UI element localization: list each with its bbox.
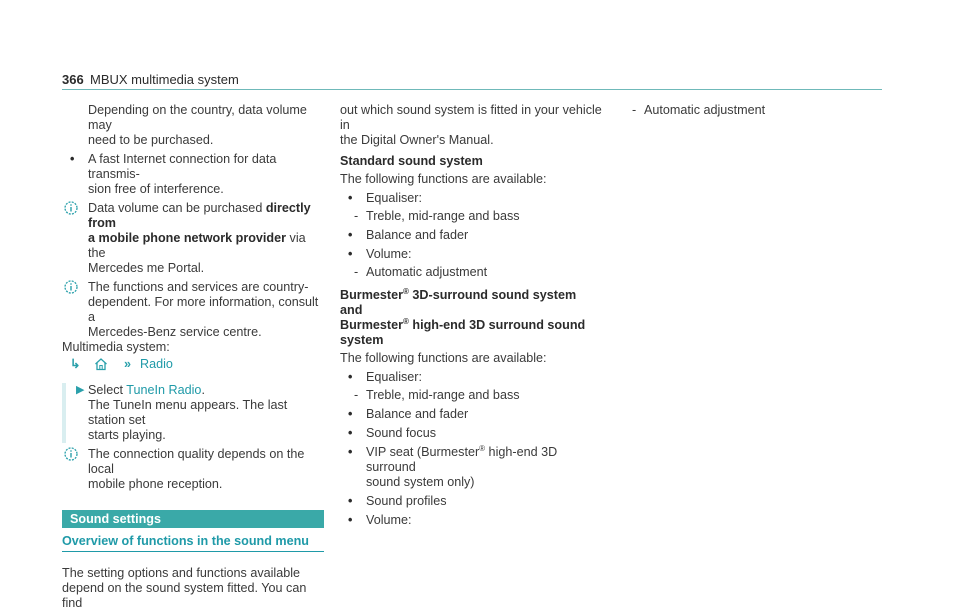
info-icon xyxy=(64,447,78,461)
bullet-mark: • xyxy=(70,152,75,166)
list-item: • Volume: xyxy=(348,247,412,261)
list-item: • Sound focus xyxy=(348,426,437,440)
page-title: MBUX multimedia system xyxy=(90,72,239,87)
section-band: Sound settings xyxy=(62,510,324,528)
step-arrow-icon: ▶ xyxy=(76,384,85,396)
burmester-heading: Burmester® 3D-surround sound system and Burmester® high-end 3D surround sound system xyxy=(340,286,586,347)
path-arrow-icon: ↳ xyxy=(70,357,81,371)
list-item: • VIP seat (Burmester® high-end 3D surround sound system only) xyxy=(348,443,558,489)
column-3 xyxy=(618,103,880,118)
menu-path xyxy=(62,357,324,373)
info-icon xyxy=(64,201,78,215)
path-radio[interactable]: Radio xyxy=(140,357,173,371)
body-text: out which sound system is fitted in your vehicle in the Digital Owner's Manual. xyxy=(340,103,602,147)
sub-item: - Automatic adjustment xyxy=(354,265,488,279)
body-text: The setting options and functions available depend on the sound system fitted. You can find xyxy=(62,566,307,610)
column-1 xyxy=(62,103,324,611)
standard-heading: Standard sound system xyxy=(340,154,483,168)
section-heading: Overview of functions in the sound menu xyxy=(62,534,324,552)
list-item: • Volume: xyxy=(348,513,412,527)
sub-item: - Treble, mid-range and bass xyxy=(354,388,520,402)
list-item: • Sound profiles xyxy=(348,494,447,508)
intro-text: Depending on the country, data volume may need to be purchased. xyxy=(88,103,307,147)
page-number: 366 xyxy=(62,72,84,87)
page-header xyxy=(62,72,882,90)
list-item: • A fast Internet connection for data transmis- sion free of interference. xyxy=(70,152,277,196)
info-icon xyxy=(64,280,78,294)
chevrons-icon: » xyxy=(124,357,132,371)
list-item: • Equaliser: xyxy=(348,191,423,205)
note: Data volume can be purchased directly from a mobile phone network provider via the Mercedes me Portal. xyxy=(62,201,324,276)
tunein-radio-link[interactable]: TuneIn Radio xyxy=(126,383,202,397)
note: The functions and services are country- dependent. For more information, consult a Mercedes-Benz service centre. xyxy=(62,280,324,340)
instruction-step: ▶ Select TuneIn Radio. The TuneIn menu appears. The last station set starts playing. xyxy=(62,383,324,443)
menu-label: Multimedia system: xyxy=(62,340,170,354)
list-item: • Balance and fader xyxy=(348,228,469,242)
list-item: • Balance and fader xyxy=(348,407,469,421)
note: The connection quality depends on the local mobile phone reception. xyxy=(62,447,324,492)
sub-item: - Automatic adjustment xyxy=(632,103,766,117)
list-item: • Equaliser: xyxy=(348,370,423,384)
sub-item: - Treble, mid-range and bass xyxy=(354,209,520,223)
column-2: out which sound system is fitted in your vehicle in the Digital Owner's Manual. Standard sound system The following functions are available: • Equaliser: - Treble, mid-range and bass • Balance and fader • Volume: - Automatic adjustment Burmester® 3D-surround sound system and Burmester® high-end 3D surround sound system The following functions are available: • Equaliser: - Treble, mid-range and bass • Balance and fader • Sound focus • VIP seat (Burmester® high-end 3D surround sound system only) • Sound profiles • Volume: xyxy=(340,103,602,527)
home-icon xyxy=(94,357,108,371)
